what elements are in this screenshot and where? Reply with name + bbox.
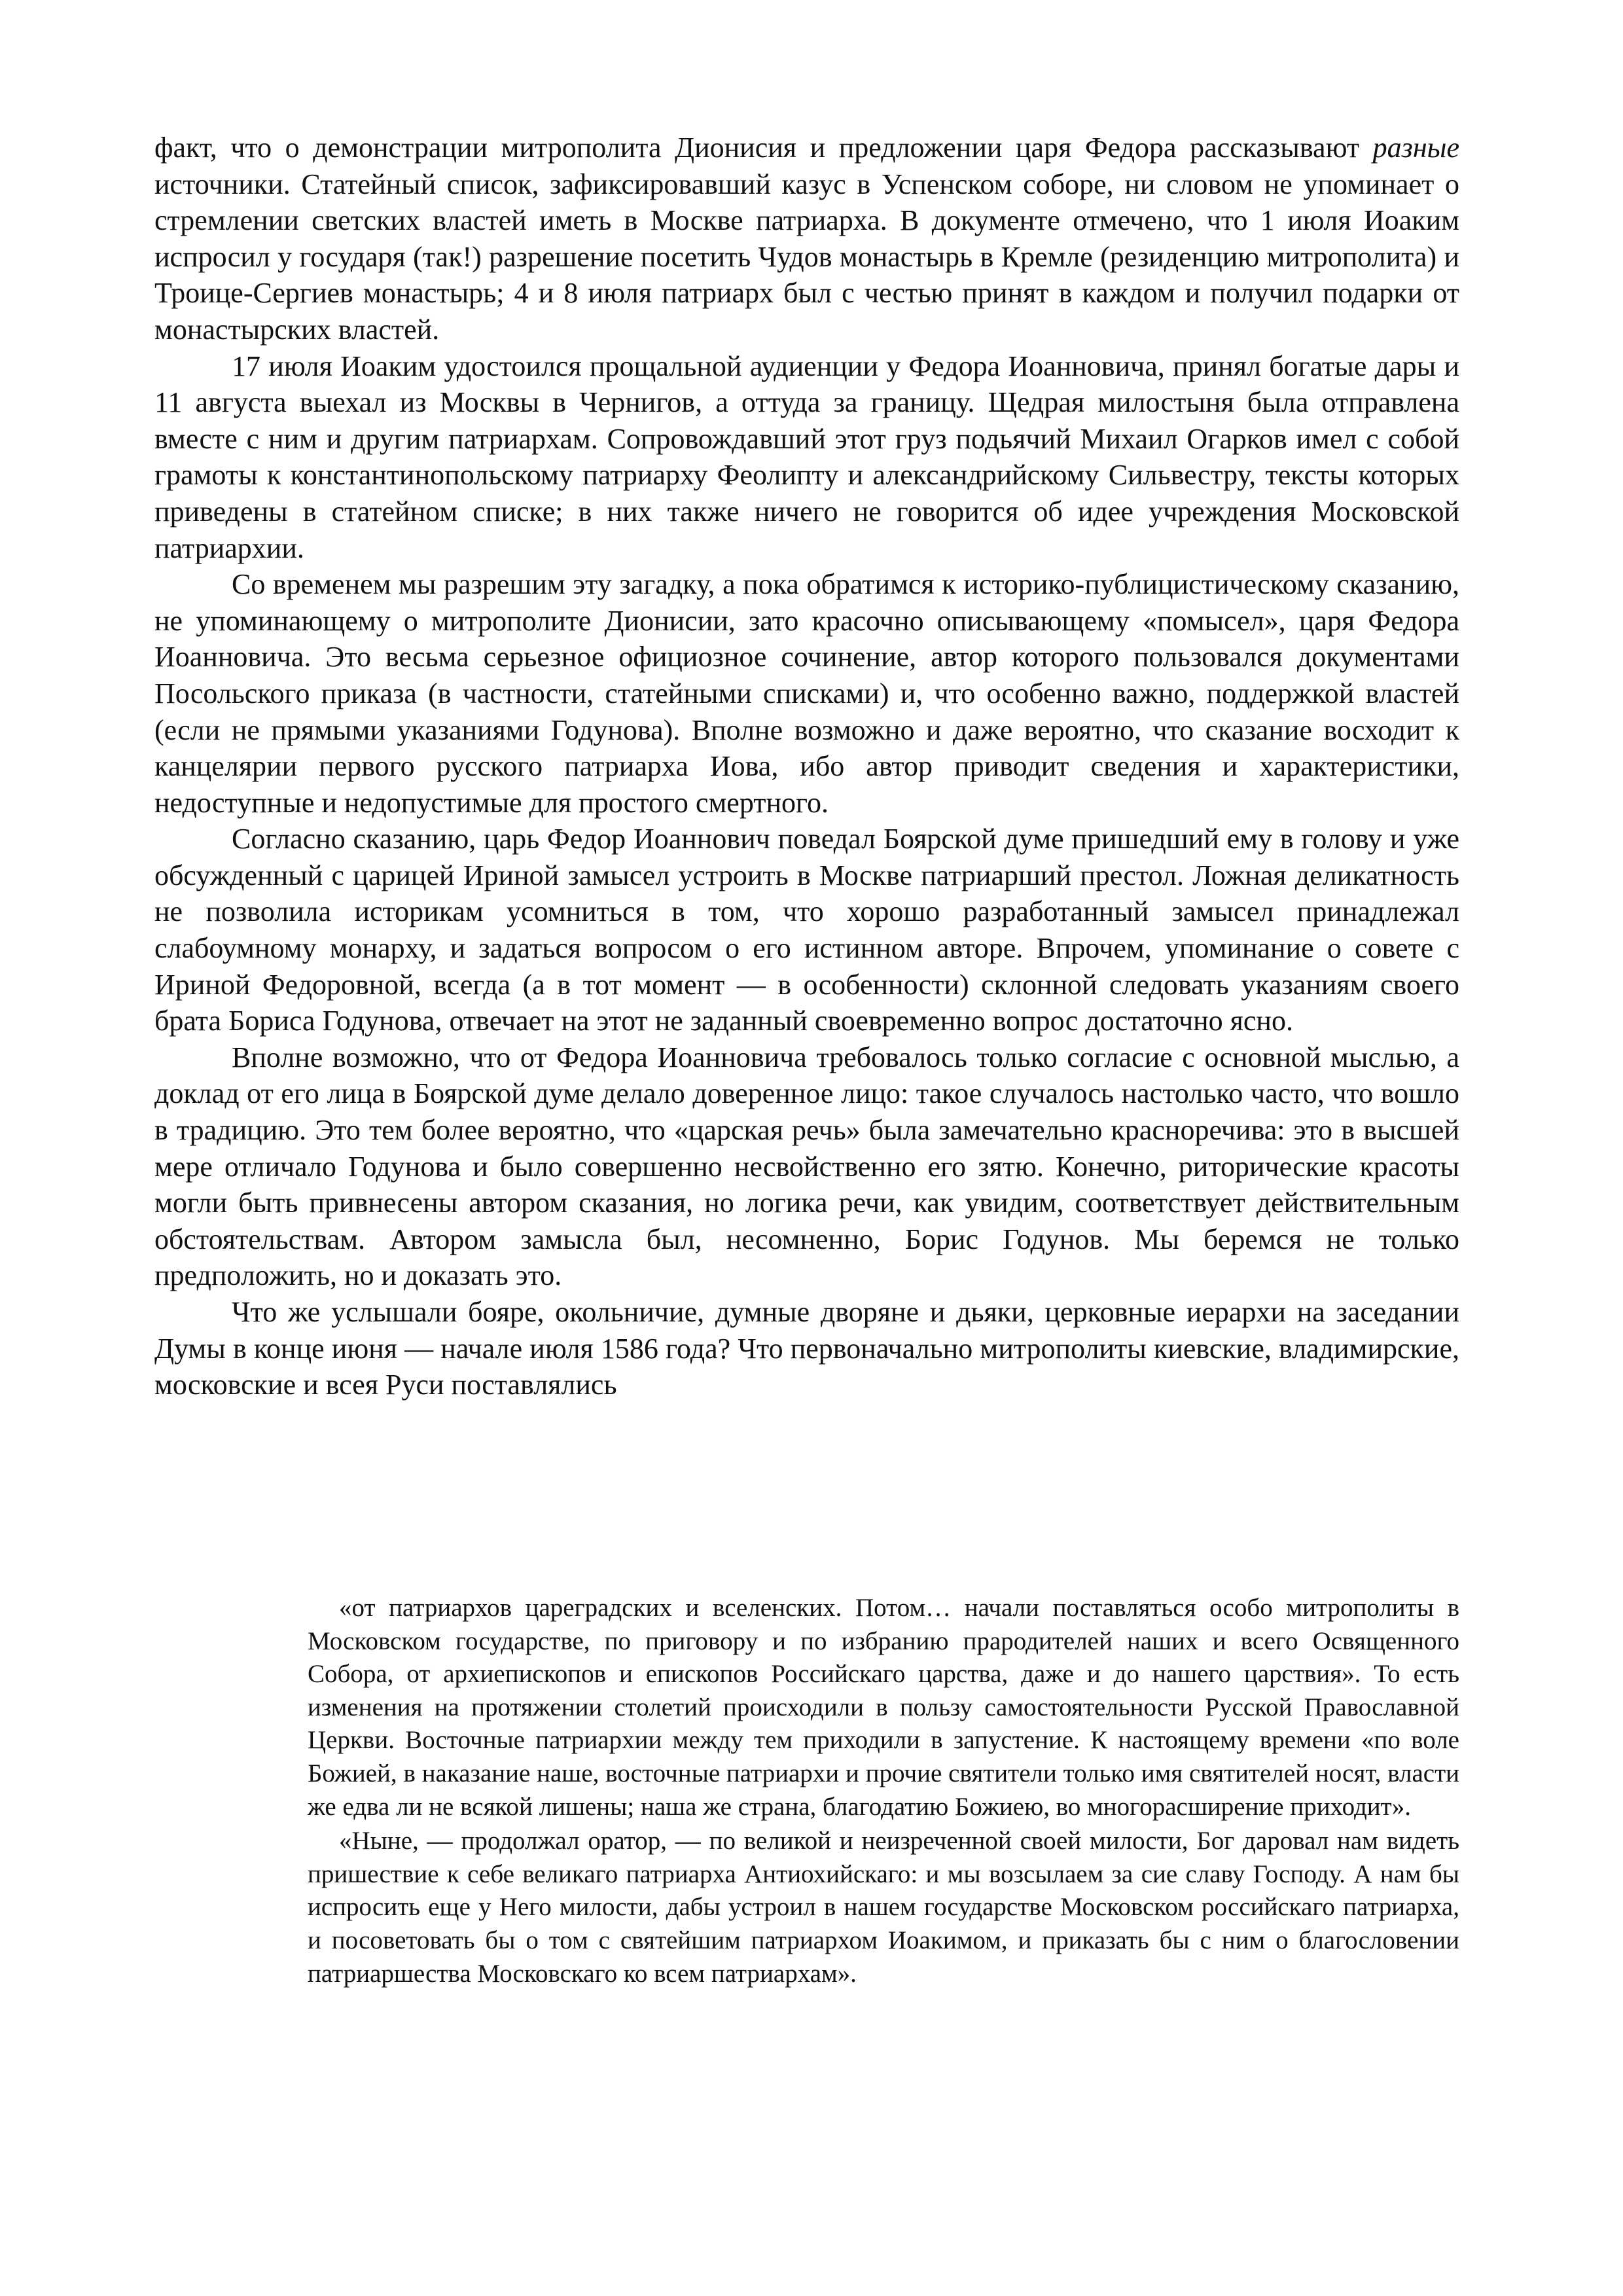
paragraph-1-start: факт, что о демонстрации митрополита Дионисия и предложении царя Федора рассказывают (154, 132, 1373, 164)
block-quote (308, 1592, 1459, 1990)
main-text (154, 130, 1459, 1403)
paragraph-6: Что же услышали бояре, окольничие, думные дворяне и дьяки, церковные иерархи на заседании Думы в конце июня — начале июля 1586 года? Что первоначально митрополиты киевские, владимирские, московские и всея Руси поставлялись (154, 1296, 1459, 1401)
paragraph-4: Согласно сказанию, царь Федор Иоаннович поведал Боярской думе пришедший ему в голову и уже обсужденный с царицей Ириной замысел устроить в Москве патриарший престол. Ложная деликатность не позволила историкам усомниться в том, что хорошо разработанный замысел принадлежал слабоумному монарху, и задаться вопросом о его истинном авторе. Впрочем, упоминание о совете с Ириной Федоровной, всегда (а в тот момент — в особенности) склонной следовать указаниям своего брата Бориса Годунова, отвечает на этот не заданный своевременно вопрос достаточно ясно. (154, 823, 1459, 1037)
quote-paragraph-1: «от патриархов цареградских и вселенских. Потом… начали поставляться особо митрополиты в Московском государстве, по приговору и по избранию прародителей наших и всего Освященного Собора, от архиепископов и епископов Российскаго царства, даже и до нашего царствия». То есть изменения на протяжении столетий происходили в пользу самостоятельности Русской Православной Церкви. Восточные патриархии между тем приходили в запустение. К настоящему времени «по воле Божией, в наказание наше, восточные патриархи и прочие святители только имя святителей носят, власти же едва ли не всякой лишены; наша же страна, благодатию Божиею, во многорасширение приходит». (308, 1594, 1459, 1821)
paragraph-2: 17 июля Иоаким удостоился прощальной аудиенции у Федора Иоанновича, принял богатые дары и 11 августа выехал из Москвы в Чернигов, а оттуда за границу. Щедрая милостыня была отправлена вместе с ним и другим патриархам. Сопровождавший этот груз подьячий Михаил Огарков имел с собой грамоты к константинопольскому патриарху Феолипту и александрийскому Сильвестру, тексты которых приведены в статейном списке; в них также ничего не говорится об идее учреждения Московской патриархии. (154, 350, 1459, 564)
paragraph-1 (154, 130, 1459, 348)
emphasized-word: разные (1372, 132, 1459, 164)
paragraph-5: Вполне возможно, что от Федора Иоанновича требовалось только согласие с основной мыслью, а доклад от его лица в Боярской думе делало доверенное лицо: такое случалось настолько часто, что вошло в традицию. Это тем более вероятно, что «царская речь» была замечательно красноречива: это в высшей мере отличало Годунова и было совершенно несвойственно его зятю. Конечно, риторические красоты могли быть привнесены автором сказания, но логика речи, как увидим, соответствует действительным обстоятельствам. Автором замысла был, несомненно, Борис Годунов. Мы беремся не только предположить, но и доказать это. (154, 1041, 1459, 1292)
paragraph-3: Со временем мы разрешим эту загадку, а пока обратимся к историко-публицистическому сказанию, не упоминающему о митрополите Дионисии, зато красочно описывающему «помысел», царя Федора Иоанновича. Это весьма серьезное официозное сочинение, автор которого пользовался документами Посольского приказа (в частности, статейными списками) и, что особенно важно, поддержкой властей (если не прямыми указаниями Годунова). Вполне возможно и даже вероятно, что сказание восходит к канцелярии первого русского патриарха Иова, ибо автор приводит сведения и характеристики, недоступные и недопустимые для простого смертного. (154, 568, 1459, 819)
quote-paragraph-2: «Ныне, — продолжал оратор, — по великой и неизреченной своей милости, Бог даровал нам видеть пришествие к себе великаго патриарха Антиохийскаго: и мы возсылаем за сие славу Господу. А нам бы испросить еще у Него милости, дабы устроил в нашем государстве Московском российскаго патриарха, и посоветовать бы о том с святейшим патриархом Иоакимом, и приказать бы с ним о благословении патриаршества Московскаго ко всем патриархам». (308, 1827, 1459, 1988)
paragraph-1-end: источники. Статейный список, зафиксировавший казус в Успенском соборе, ни словом не упоминает о стремлении светских властей иметь в Москве патриарха. В документе отмечено, что 1 июля Иоаким испросил у государя (так!) разрешение посетить Чудов монастырь в Кремле (резиденцию митрополита) и Троице-Сергиев монастырь; 4 и 8 июля патриарх был с честью принят в каждом и получил подарки от монастырских властей. (154, 168, 1459, 346)
